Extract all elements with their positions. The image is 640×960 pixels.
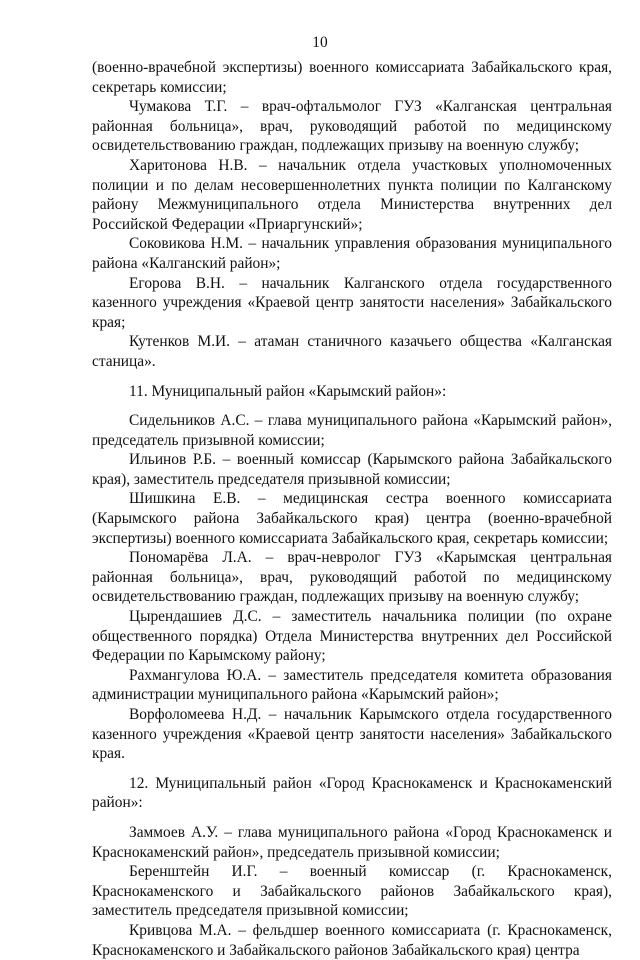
member-entry: Егорова В.Н. – начальник Калганского отдела государственного казенного учреждения «Краевой центр занятости населения» Забайкальского края; xyxy=(92,274,612,331)
member-entry: Кривцова М.А. – фельдшер военного комиссариата (г. Краснокаменск, Краснокаменского и Забайкальского районов Забайкальского края) центра xyxy=(92,921,612,959)
member-entry: Заммоев А.У. – глава муниципального района «Город Краснокаменск и Краснокаменский район», председатель призывной комиссии; xyxy=(92,823,612,861)
member-entry: Беренштейн И.Г. – военный комиссар (г. Краснокаменск, Краснокаменского и Забайкальского районов Забайкальского края), заместитель председателя призывной комиссии; xyxy=(92,863,612,920)
member-entry: Сидельников А.С. – глава муниципального района «Карымский район», председатель призывной комиссии; xyxy=(92,412,612,449)
paragraph-continuation: (военно-врачебной экспертизы) военного комиссариата Забайкальского края, секретарь комиссии; xyxy=(92,59,612,96)
member-entry: Чумакова Т.Г. – врач-офтальмолог ГУЗ «Калганская центральная районная больница», врач, руководящий работой по медицинскому освидетельствованию граждан, подлежащих призыву на военную службу; xyxy=(92,98,612,155)
page-number: 10 xyxy=(312,34,328,51)
document-body xyxy=(92,58,612,960)
member-entry: Харитонова Н.В. – начальник отдела участковых уполномоченных полиции и по делам несовершеннолетних пункта полиции по Калганскому району Межмуниципального отдела Министерства внутренних дел Российской Федерации «Приаргунский»; xyxy=(92,156,612,233)
member-entry: Ворфоломеева Н.Д. – начальник Карымского отдела государственного казенного учреждения «Краевой центр занятости населения» Забайкальского края. xyxy=(92,706,612,763)
member-entry: Кутенков М.И. – атаман станичного казачьего общества «Калганская станица». xyxy=(92,333,612,370)
section-heading: 11. Муниципальный район «Карымский район»: xyxy=(129,382,447,400)
member-entry: Пономарёва Л.А. – врач-невролог ГУЗ «Карымская центральная районная больница», врач, руководящий работой по медицинскому освидетельствованию граждан, подлежащих призыву на военную службу; xyxy=(92,549,612,606)
member-entry: Рахмангулова Ю.А. – заместитель председателя комитета образования администрации муниципального района «Карымский район»; xyxy=(92,666,612,704)
member-entry: Цырендашиев Д.С. – заместитель начальника полиции (по охране общественного порядка) Отдела Министерства внутренних дел Российской Федерации по Карымскому району; xyxy=(92,608,612,665)
section-heading: 12. Муниципальный район «Город Краснокаменск и Краснокаменский район»: xyxy=(92,774,612,812)
member-entry: Шишкина Е.В. – медицинская сестра военного комиссариата (Карымского района Забайкальского края) центра (военно-врачебной экспертизы) военного комиссариата Забайкальского края, секретарь комиссии; xyxy=(92,490,612,547)
member-entry: Ильинов Р.Б. – военный комиссар (Карымского района Забайкальского края), заместитель председателя призывной комиссии; xyxy=(92,451,612,488)
member-entry: Соковикова Н.М. – начальник управления образования муниципального района «Калганский район»; xyxy=(92,235,612,272)
